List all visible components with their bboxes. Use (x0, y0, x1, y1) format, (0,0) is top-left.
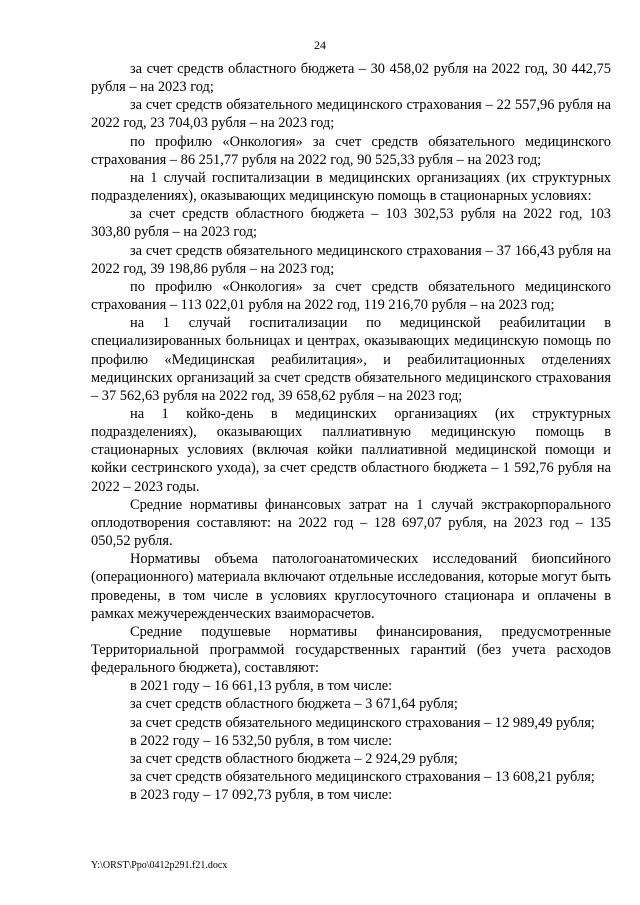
paragraph: Средние подушевые нормативы финансирования, предусмотренные Территориальной программой государственных гарантий (без учета расходов федерального бюджета), составляют: (91, 623, 611, 677)
paragraph: за счет средств областного бюджета – 103 302,53 рубля на 2022 год, 103 303,80 рубля – на 2023 год; (91, 206, 611, 241)
file-path-footer: Y:\ORST\Ppo\0412p291.f21.docx (91, 860, 228, 871)
paragraph: за счет средств областного бюджета – 3 671,64 рубля; (130, 696, 458, 713)
paragraph: на 1 случай госпитализации в медицинских организациях (их структурных подразделениях), оказывающих медицинскую помощь в стационарных условиях: (91, 169, 611, 205)
paragraph: за счет средств областного бюджета – 30 458,02 рубля на 2022 год, 30 442,75 рубля – на 2023 год; (91, 61, 611, 96)
paragraph: по профилю «Онкология» за счет средств обязательного медицинского страхования – 113 022,01 рубля на 2022 год, 119 216,70 рубля – на 2023 год; (91, 278, 611, 314)
paragraph: на 1 случай госпитализации по медицинской реабилитации в специализированных больницах и центрах, оказывающих медицинскую помощь по профилю «Медицинская реабилитация», и реабилитационных отделениях медицинских организаций за счет средств обязательного медицинского страхования – 37 562,63 рубля на 2022 год, 39 658,62 рубля – на 2023 год; (91, 315, 611, 404)
paragraph: за счет средств обязательного медицинского страхования – 12 989,49 рубля; (130, 714, 595, 731)
document-body (91, 60, 611, 804)
paragraph: на 1 койко-день в медицинских организациях (их структурных подразделениях), оказывающих паллиативную медицинскую помощь в стационарных условиях (включая койки паллиативной медицинской помощи и койки сестринского ухода), за счет средств областного бюджета – 1 592,76 рубля на 2022 – 2023 годы. (91, 405, 611, 495)
paragraph: Нормативы объема патологоанатомических исследований биопсийного (операционного) материала включают отдельные исследования, которые могут быть проведены, в том числе в условиях круглосуточного стационара и оплачены в рамках межучережденческих взаиморасчетов. (91, 551, 611, 622)
paragraph: за счет средств обязательного медицинского страхования – 37 166,43 рубля на 2022 год, 39 198,86 рубля – на 2023 год; (91, 242, 611, 277)
page-number: 24 (314, 38, 326, 52)
paragraph: за счет средств областного бюджета – 2 924,29 рубля; (130, 750, 458, 767)
paragraph: в 2023 году – 17 092,73 рубля, в том числе: (130, 787, 393, 804)
paragraph: в 2022 году – 16 532,50 рубля, в том числе: (130, 732, 393, 749)
paragraph: по профилю «Онкология» за счет средств обязательного медицинского страхования – 86 251,77 рубля на 2022 год, 90 525,33 рубля – на 2023 год; (91, 133, 611, 168)
paragraph: за счет средств обязательного медицинского страхования – 13 608,21 рубля; (130, 769, 595, 786)
paragraph: в 2021 году – 16 661,13 рубля, в том числе: (130, 678, 393, 695)
paragraph: за счет средств обязательного медицинского страхования – 22 557,96 рубля на 2022 год, 23 704,03 рубля – на 2023 год; (91, 97, 611, 132)
paragraph: Средние нормативы финансовых затрат на 1 случай экстракорпорального оплодотворения составляют: на 2022 год – 128 697,07 рубля, на 2023 год – 135 050,52 рубля. (91, 496, 611, 550)
